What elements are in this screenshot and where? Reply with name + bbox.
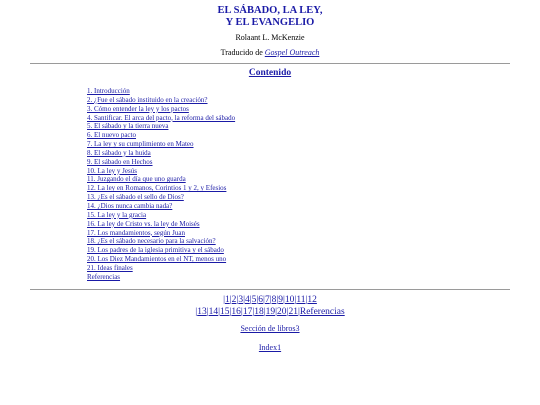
toc-item [87, 255, 235, 264]
books-section-link[interactable]: Sección de libros3 [240, 324, 300, 333]
pager-separator: | [297, 307, 300, 317]
toc-item [87, 229, 235, 238]
toc-item [87, 175, 235, 184]
toc-item [87, 122, 235, 131]
table-of-contents [87, 87, 235, 282]
author-name: Rolaant L. McKenzie [235, 33, 305, 42]
toc-link[interactable]: 21. Ideas finales [87, 263, 133, 272]
toc-link[interactable]: 4. Santificar. El arca del pacto, la reforma del sábado [87, 113, 236, 122]
toc-link[interactable]: 7. La ley y su cumplimiento en Mateo [87, 140, 194, 149]
toc-link[interactable]: 9. El sábado en Hechos [87, 157, 153, 166]
page-link[interactable]: 4 [244, 295, 250, 305]
toc-link[interactable]: 1. Introducción [87, 87, 130, 95]
pager-separator: | [249, 295, 252, 305]
page-link[interactable]: 21 [288, 307, 298, 317]
page-link[interactable]: 1 [225, 295, 230, 305]
pager-separator: | [229, 307, 232, 317]
pager-separator: | [269, 295, 272, 305]
pager-separator: | [275, 307, 278, 317]
pager-separator: | [252, 307, 255, 317]
page-link[interactable]: 12 [307, 295, 317, 305]
bottom-divider [30, 289, 510, 290]
index [0, 343, 540, 352]
toc-item [87, 140, 235, 149]
toc-link[interactable]: 3. Cómo entender la ley y los pactos [87, 104, 189, 113]
pager-separator: | [263, 307, 266, 317]
toc-link[interactable]: 15. La ley y la gracia [87, 210, 147, 219]
pager-separator: | [229, 295, 232, 305]
page-link[interactable]: 17 [242, 307, 253, 317]
page-link[interactable]: 5 [251, 295, 257, 305]
toc-link[interactable]: 20. Los Diez Mandamientos en el NT, menos uno [87, 255, 227, 264]
page-link[interactable]: 10 [284, 295, 295, 305]
toc-item [87, 131, 235, 140]
toc-item [87, 114, 235, 123]
pager-separator: | [243, 295, 245, 305]
toc-item [87, 96, 235, 105]
toc-item [87, 149, 235, 158]
page-navigation-row-1 [0, 294, 540, 306]
page-link[interactable]: 13 [197, 307, 207, 317]
toc-link[interactable]: 19. Los padres de la iglesia primitiva y el sábado [87, 246, 224, 255]
pager-separator: | [294, 295, 297, 305]
pager-separator: | [240, 307, 243, 317]
toc-link[interactable]: 17. Los mandamientos, según Juan [87, 228, 185, 237]
pager-separator: | [206, 307, 209, 317]
toc-link[interactable]: 8. El sábado y la huida [87, 148, 151, 157]
toc-link[interactable]: 14. ¿Dios nunca cambia nada? [87, 201, 173, 210]
page-link[interactable]: 3 [238, 295, 244, 305]
toc-link[interactable]: 11. Juzgando el día que uno guarda [87, 175, 186, 184]
pager-separator: | [236, 295, 239, 305]
toc-link[interactable]: 10. La ley y Jesús [87, 166, 137, 175]
toc-item [87, 184, 235, 193]
toc-item [87, 273, 235, 282]
pager-separator: | [286, 307, 289, 317]
toc-link[interactable]: 12. La ley en Romanos, Corintios 1 y 2, y Efesios [87, 184, 227, 193]
toc-link[interactable]: 5. El sábado y la tierra nueva [87, 122, 169, 131]
book-title [0, 5, 540, 29]
page-link[interactable]: 16 [231, 307, 241, 317]
page-link[interactable]: 18 [254, 307, 264, 317]
title-line-1: EL SÁBADO, LA LEY, [217, 5, 323, 16]
page-link[interactable]: 11 [296, 295, 306, 305]
pager-separator: | [276, 295, 279, 305]
pager-separator: | [256, 295, 259, 305]
books-section [0, 324, 540, 333]
page-link[interactable]: 15 [220, 307, 230, 317]
page-link[interactable]: 2 [231, 295, 237, 305]
toc-link[interactable]: 2. ¿Fue el sábado instituido en la creación? [87, 95, 208, 104]
toc-link[interactable]: 6. El nuevo pacto [87, 131, 136, 140]
toc-link[interactable]: 18. ¿Es el sábado necesario para la salvación? [87, 237, 216, 246]
page-navigation-row-2 [0, 306, 540, 318]
toc-item [87, 246, 235, 255]
page-link[interactable]: Referencias [299, 307, 345, 317]
title-line-2: Y EL EVANGELIO [225, 17, 315, 28]
toc-item [87, 158, 235, 167]
page-link[interactable]: 20 [277, 307, 287, 317]
page-link[interactable]: 8 [271, 295, 277, 305]
top-divider [30, 63, 510, 64]
pager-separator: | [195, 307, 198, 317]
toc-item [87, 237, 235, 246]
toc-item [87, 264, 235, 273]
index-link[interactable]: Index1 [258, 343, 282, 352]
toc-item [87, 220, 235, 229]
pager-separator: | [218, 307, 221, 317]
toc-item [87, 211, 235, 220]
page-link[interactable]: 9 [278, 295, 284, 305]
toc-item [87, 105, 235, 114]
translation-credit [0, 48, 540, 57]
translation-source-link[interactable]: Gospel Outreach [264, 48, 320, 57]
toc-item [87, 202, 235, 211]
page-link[interactable]: 14 [208, 307, 219, 317]
pager-separator: | [223, 295, 226, 305]
toc-item [87, 87, 235, 96]
pager-separator: | [263, 295, 265, 305]
toc-link[interactable]: 13. ¿Es el sábado el sello de Dios? [87, 193, 184, 202]
pager-separator: | [305, 295, 308, 305]
toc-item [87, 193, 235, 202]
page-link[interactable]: 19 [265, 307, 276, 317]
translation-prefix: Traducido de [220, 48, 265, 57]
page-link[interactable]: 7 [264, 295, 270, 305]
page-link[interactable]: 6 [258, 295, 264, 305]
toc-link[interactable]: 16. La ley de Cristo vs. la ley de Moisés [87, 219, 200, 228]
contents-heading[interactable]: Contenido [248, 68, 292, 78]
pager-separator: | [283, 295, 285, 305]
toc-link[interactable]: Referencias [87, 272, 121, 281]
toc-item [87, 167, 235, 176]
